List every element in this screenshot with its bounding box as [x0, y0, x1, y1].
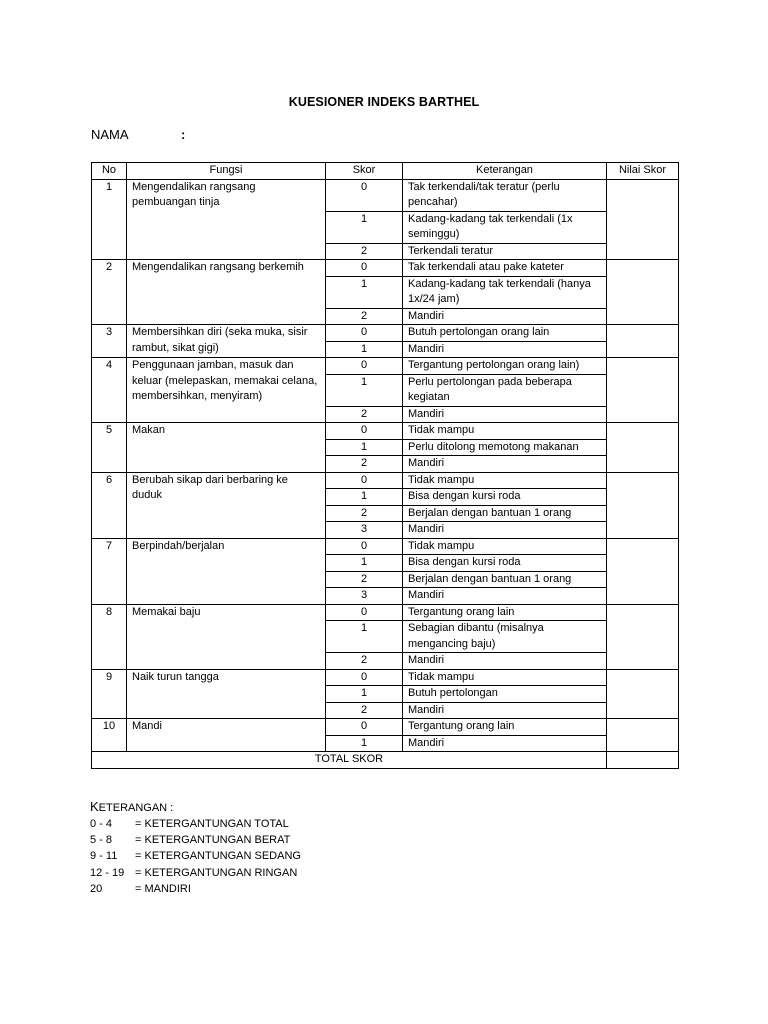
- option-description: Mandiri: [403, 702, 607, 719]
- total-label: TOTAL SKOR: [92, 752, 607, 769]
- option-score: 0: [326, 260, 403, 277]
- option-description: Bisa dengan kursi roda: [403, 489, 607, 506]
- legend-range: 5 - 8: [90, 834, 113, 847]
- item-number: 4: [92, 358, 127, 423]
- header-skor: Skor: [326, 163, 403, 180]
- option-score: 1: [326, 439, 403, 456]
- legend-row: [90, 865, 298, 881]
- option-score: 0: [326, 325, 403, 342]
- barthel-table: [91, 162, 679, 769]
- option-score: 3: [326, 522, 403, 539]
- item-number: 7: [92, 538, 127, 604]
- legend-category: = KETERGANTUNGAN RINGAN: [135, 866, 298, 879]
- option-description: Tidak mampu: [403, 472, 607, 489]
- nilai-skor-cell[interactable]: [607, 719, 679, 752]
- item-number: 2: [92, 260, 127, 325]
- document-title: KUESIONER INDEKS BARTHEL: [288, 95, 480, 109]
- nilai-skor-cell[interactable]: [607, 358, 679, 423]
- table-row: [92, 472, 679, 489]
- option-description: Mandiri: [403, 522, 607, 539]
- item-function: Berubah sikap dari berbaring ke duduk: [127, 472, 326, 538]
- name-field: [91, 127, 186, 142]
- option-score: 2: [326, 243, 403, 260]
- option-score: 0: [326, 179, 403, 211]
- option-description: Berjalan dengan bantuan 1 orang: [403, 505, 607, 522]
- item-number: 8: [92, 604, 127, 669]
- option-score: 2: [326, 702, 403, 719]
- option-score: 2: [326, 456, 403, 473]
- legend-range: 12 - 19: [90, 866, 125, 879]
- nilai-skor-cell[interactable]: [607, 538, 679, 604]
- option-description: Mandiri: [403, 735, 607, 752]
- option-description: Perlu pertolongan pada beberapa kegiatan: [403, 374, 607, 406]
- item-function: Mengendalikan rangsang berkemih: [127, 260, 326, 325]
- option-description: Tidak mampu: [403, 538, 607, 555]
- table-row: [92, 538, 679, 555]
- option-score: 1: [326, 374, 403, 406]
- option-score: 0: [326, 472, 403, 489]
- option-score: 0: [326, 423, 403, 440]
- option-score: 1: [326, 735, 403, 752]
- option-description: Mandiri: [403, 456, 607, 473]
- legend-range: 0 - 4: [90, 818, 113, 830]
- table-row: [92, 669, 679, 686]
- option-description: Butuh pertolongan: [403, 686, 607, 703]
- option-score: 1: [326, 276, 403, 308]
- nilai-skor-cell[interactable]: [607, 325, 679, 358]
- table-row: [92, 260, 679, 277]
- total-row: [92, 752, 679, 769]
- option-score: 2: [326, 308, 403, 325]
- legend-rows: [90, 816, 301, 897]
- item-function: Berpindah/berjalan: [127, 538, 326, 604]
- option-description: Tergantung orang lain: [403, 719, 607, 736]
- table-row: [92, 325, 679, 342]
- name-colon: :: [181, 127, 186, 142]
- item-function: Memakai baju: [127, 604, 326, 669]
- option-score: 0: [326, 719, 403, 736]
- item-number: 5: [92, 423, 127, 473]
- table-row: [92, 604, 679, 621]
- option-description: Tidak mampu: [403, 423, 607, 440]
- option-score: 2: [326, 571, 403, 588]
- item-function: Mengendalikan rangsang pembuangan tinja: [127, 179, 326, 260]
- table-header-row: [92, 163, 679, 180]
- option-description: Tidak mampu: [403, 669, 607, 686]
- option-description: Kadang-kadang tak terkendali (1x seminggu): [403, 211, 607, 243]
- option-score: 1: [326, 555, 403, 572]
- header-fungsi: Fungsi: [127, 163, 326, 180]
- legend-row: [90, 848, 301, 864]
- total-value-cell: [607, 752, 679, 769]
- legend-row: [90, 816, 289, 832]
- item-number: 6: [92, 472, 127, 538]
- option-score: 2: [326, 505, 403, 522]
- option-description: Mandiri: [403, 341, 607, 358]
- option-description: Kadang-kadang tak terkendali (hanya 1x/24 jam): [403, 276, 607, 308]
- legend-heading-initial: K: [90, 799, 99, 814]
- option-score: 2: [326, 406, 403, 423]
- nilai-skor-cell[interactable]: [607, 260, 679, 325]
- option-description: Mandiri: [403, 308, 607, 325]
- item-number: 1: [92, 179, 127, 260]
- legend-row: [90, 881, 191, 897]
- option-description: Tergantung pertolongan orang lain): [403, 358, 607, 375]
- option-description: Mandiri: [403, 653, 607, 670]
- option-description: Bisa dengan kursi roda: [403, 555, 607, 572]
- legend-row: [90, 832, 291, 848]
- item-number: 10: [92, 719, 127, 752]
- option-score: 0: [326, 538, 403, 555]
- header-nilai-skor: Nilai Skor: [607, 163, 679, 180]
- option-score: 2: [326, 653, 403, 670]
- legend: [90, 799, 301, 897]
- option-score: 1: [326, 341, 403, 358]
- legend-range: 9 - 11: [90, 850, 118, 863]
- header-keterangan: Keterangan: [403, 163, 607, 180]
- option-score: 1: [326, 621, 403, 653]
- option-score: 0: [326, 669, 403, 686]
- option-score: 0: [326, 358, 403, 375]
- legend-category: = KETERGANTUNGAN BERAT: [135, 834, 291, 847]
- nilai-skor-cell[interactable]: [607, 604, 679, 669]
- item-function: Makan: [127, 423, 326, 473]
- option-description: Butuh pertolongan orang lain: [403, 325, 607, 342]
- header-no: No: [92, 163, 127, 180]
- table-body: [92, 179, 679, 752]
- nilai-skor-cell[interactable]: [607, 423, 679, 473]
- option-score: 0: [326, 604, 403, 621]
- table-row: [92, 423, 679, 440]
- nilai-skor-cell[interactable]: [607, 669, 679, 719]
- option-description: Terkendali teratur: [403, 243, 607, 260]
- table-row: [92, 719, 679, 736]
- item-function: Mandi: [127, 719, 326, 752]
- item-function: Naik turun tangga: [127, 669, 326, 719]
- option-description: Sebagian dibantu (misalnya mengancing baju): [403, 621, 607, 653]
- item-function: Membersihkan diri (seka muka, sisir rambut, sikat gigi): [127, 325, 326, 358]
- option-description: Mandiri: [403, 406, 607, 423]
- item-number: 3: [92, 325, 127, 358]
- legend-range: 20: [90, 882, 103, 895]
- option-description: Tak terkendali atau pake kateter: [403, 260, 607, 277]
- legend-heading-rest: ETERANGAN :: [98, 802, 174, 814]
- option-description: Tak terkendali/tak teratur (perlu pencahar): [403, 179, 607, 211]
- option-score: 1: [326, 686, 403, 703]
- item-number: 9: [92, 669, 127, 719]
- nilai-skor-cell[interactable]: [607, 472, 679, 538]
- option-description: Perlu ditolong memotong makanan: [403, 439, 607, 456]
- legend-category: = KETERGANTUNGAN TOTAL: [135, 818, 289, 830]
- legend-category: = MANDIRI: [135, 882, 191, 895]
- option-description: Tergantung orang lain: [403, 604, 607, 621]
- option-score: 1: [326, 211, 403, 243]
- option-description: Berjalan dengan bantuan 1 orang: [403, 571, 607, 588]
- name-label: NAMA: [91, 127, 129, 142]
- legend-category: = KETERGANTUNGAN SEDANG: [135, 850, 301, 863]
- table-row: [92, 358, 679, 375]
- option-description: Mandiri: [403, 588, 607, 605]
- table-row: [92, 179, 679, 211]
- nilai-skor-cell[interactable]: [607, 179, 679, 260]
- option-score: 1: [326, 489, 403, 506]
- item-function: Penggunaan jamban, masuk dan keluar (melepaskan, memakai celana, membersihkan, menyiram): [127, 358, 326, 423]
- option-score: 3: [326, 588, 403, 605]
- legend-heading: [90, 799, 173, 816]
